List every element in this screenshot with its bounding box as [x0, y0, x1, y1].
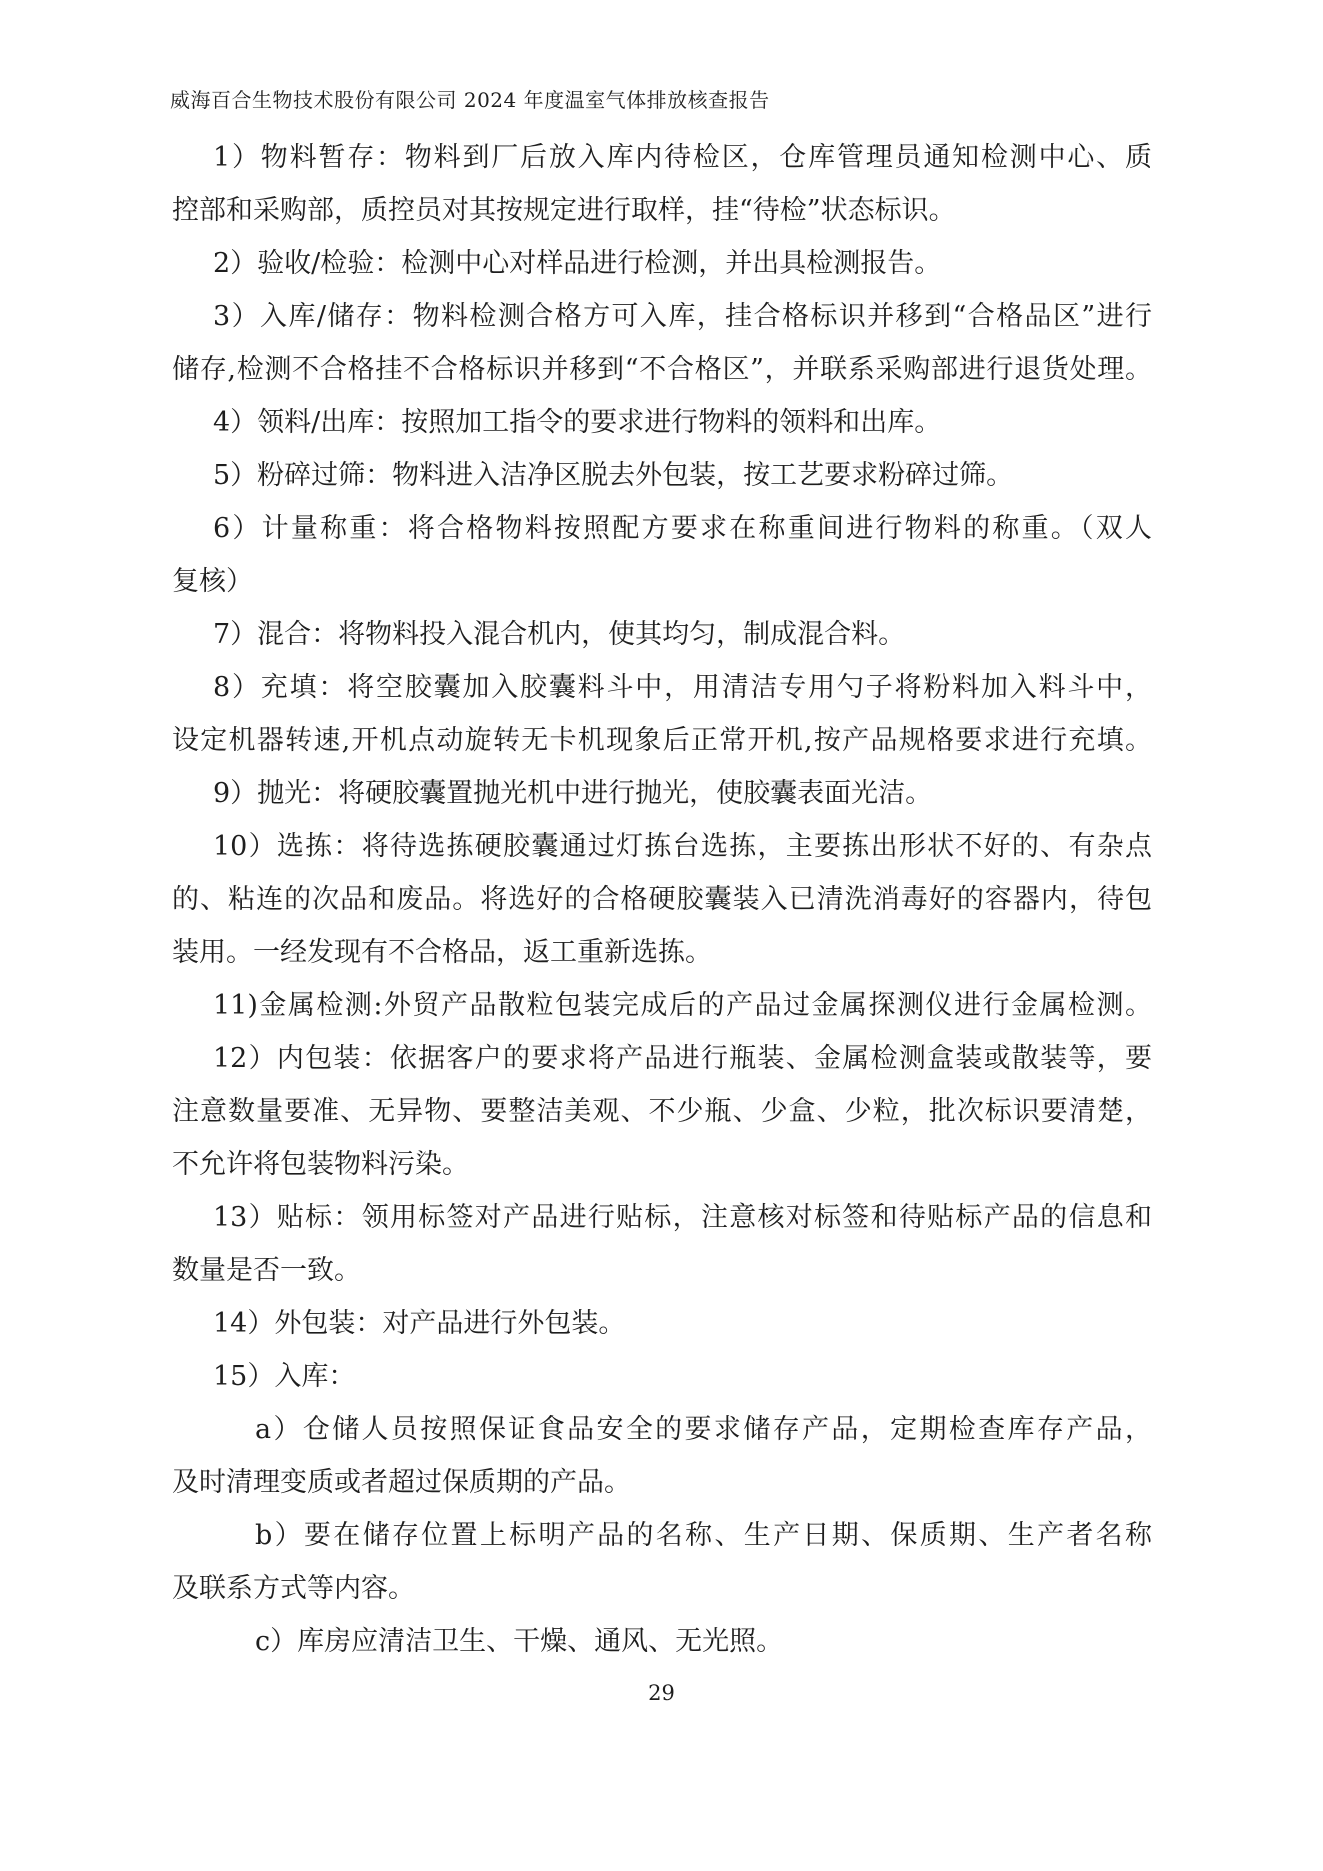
- text-line: 3）入库/储存：物料检测合格方可入库，挂合格标识并移到“合格品区”进行: [213, 301, 1152, 332]
- text-line: c）库房应清洁卫生、干燥、通风、无光照。: [255, 1626, 784, 1657]
- text-line: 11)金属检测:外贸产品散粒包装完成后的产品过金属探测仪进行金属检测。: [213, 990, 1152, 1021]
- text-line: 的、粘连的次品和废品。将选好的合格硬胶囊装入已清洗消毒好的容器内，待包: [172, 884, 1152, 915]
- text-line: 4）领料/出库：按照加工指令的要求进行物料的领料和出库。: [213, 407, 942, 438]
- text-line: 7）混合：将物料投入混合机内，使其均匀，制成混合料。: [213, 619, 906, 650]
- text-line: 及时清理变质或者超过保质期的产品。: [172, 1467, 631, 1498]
- page-number: 29: [648, 1681, 675, 1705]
- text-line: 装用。一经发现有不合格品，返工重新选拣。: [172, 937, 712, 968]
- document-body: [172, 131, 1152, 1668]
- text-line: 不允许将包装物料污染。: [172, 1149, 469, 1180]
- text-line: 控部和采购部，质控员对其按规定进行取样，挂“待检”状态标识。: [172, 195, 956, 226]
- text-line: 数量是否一致。: [172, 1255, 361, 1286]
- text-line: 9）抛光：将硬胶囊置抛光机中进行抛光，使胶囊表面光洁。: [213, 778, 933, 809]
- page-header: 威海百合生物技术股份有限公司 2024 年度温室气体排放核查报告: [170, 88, 770, 112]
- text-line: 15）入库：: [213, 1361, 356, 1392]
- text-line: 注意数量要准、无异物、要整洁美观、不少瓶、少盒、少粒，批次标识要清楚，: [172, 1096, 1152, 1127]
- text-line: 5）粉碎过筛：物料进入洁净区脱去外包装，按工艺要求粉碎过筛。: [213, 460, 1014, 491]
- text-line: 6）计量称重：将合格物料按照配方要求在称重间进行物料的称重。（双人: [213, 513, 1152, 544]
- text-line: a）仓储人员按照保证食品安全的要求储存产品，定期检查库存产品，: [255, 1414, 1152, 1445]
- text-line: 8）充填：将空胶囊加入胶囊料斗中，用清洁专用勺子将粉料加入料斗中，: [213, 672, 1152, 703]
- text-line: b）要在储存位置上标明产品的名称、生产日期、保质期、生产者名称: [255, 1520, 1152, 1551]
- text-line: 复核）: [172, 566, 253, 597]
- text-line: 2）验收/检验：检测中心对样品进行检测，并出具检测报告。: [213, 248, 942, 279]
- text-line: 13）贴标：领用标签对产品进行贴标，注意核对标签和待贴标产品的信息和: [213, 1202, 1152, 1233]
- text-line: 10）选拣：将待选拣硬胶囊通过灯拣台选拣，主要拣出形状不好的、有杂点: [213, 831, 1152, 862]
- text-line: 14）外包装：对产品进行外包装。: [213, 1308, 626, 1339]
- text-line: 储存,检测不合格挂不合格标识并移到“不合格区”，并联系采购部进行退货处理。: [172, 354, 1152, 385]
- text-line: 设定机器转速,开机点动旋转无卡机现象后正常开机,按产品规格要求进行充填。: [172, 725, 1152, 756]
- text-line: 12）内包装：依据客户的要求将产品进行瓶装、金属检测盒装或散装等，要: [213, 1043, 1152, 1074]
- text-line: 1）物料暂存：物料到厂后放入库内待检区，仓库管理员通知检测中心、质: [213, 142, 1152, 173]
- text-line: 及联系方式等内容。: [172, 1573, 415, 1604]
